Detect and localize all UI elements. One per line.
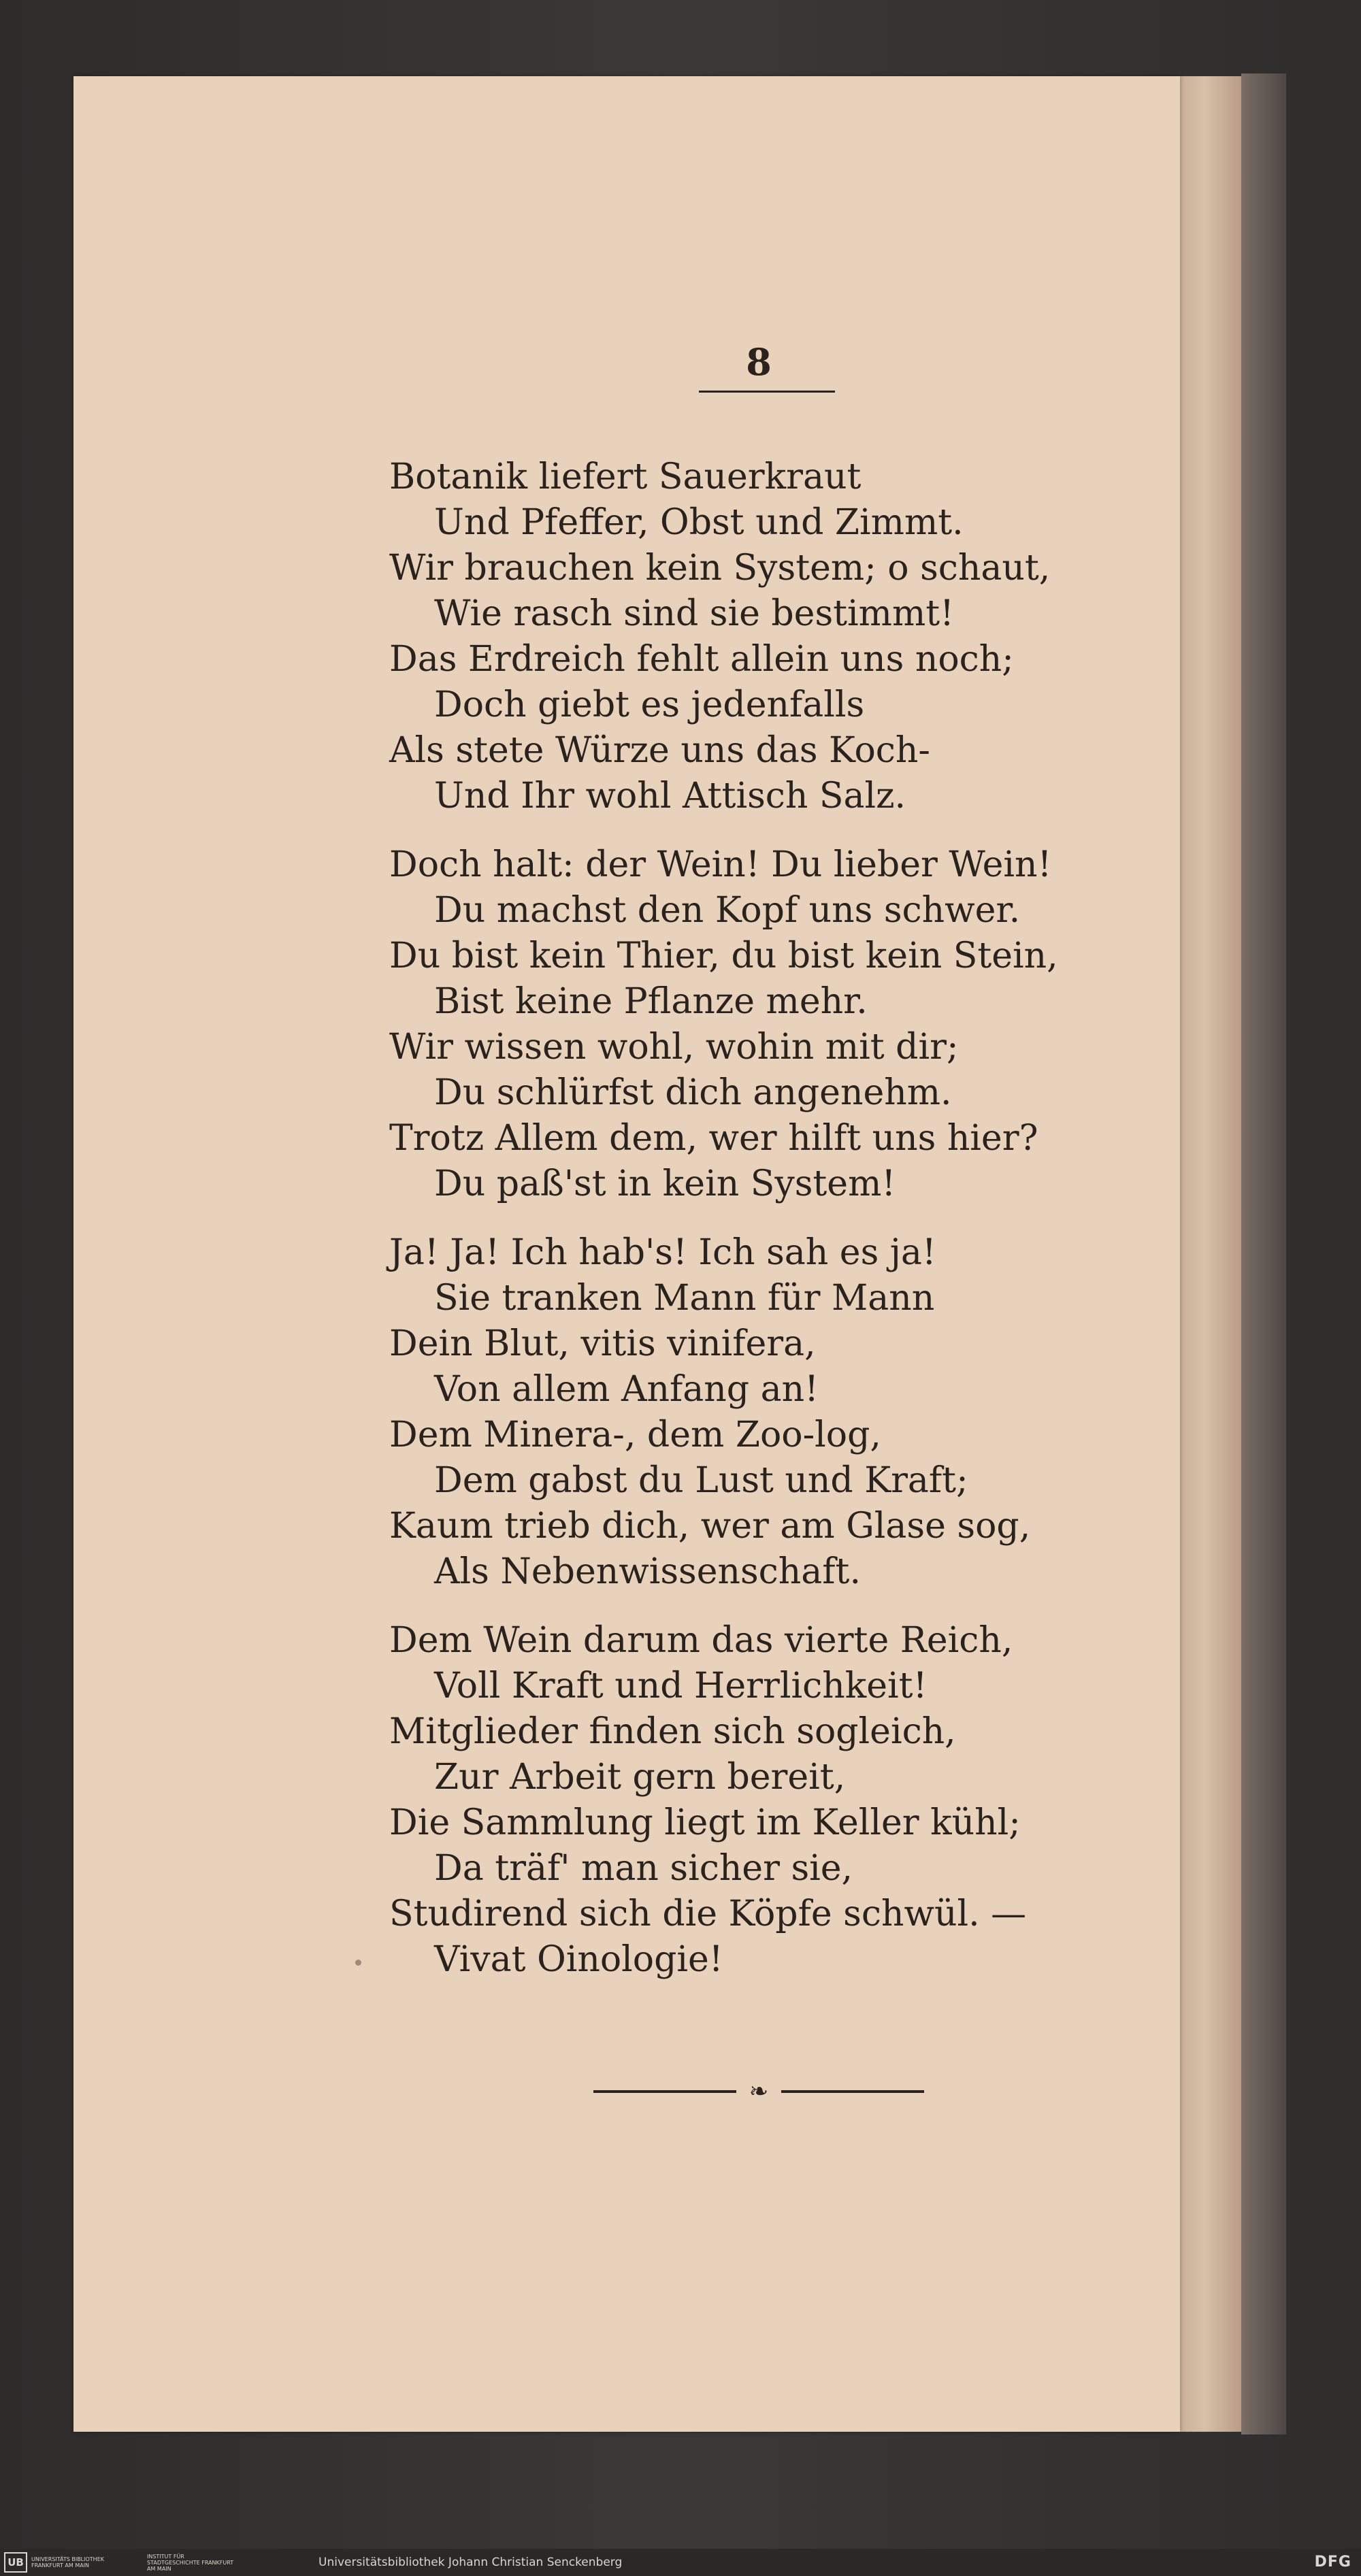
ub-logo[interactable] <box>4 2552 120 2573</box>
ornament-right-bar <box>781 2090 924 2093</box>
poem-line: Und Pfeffer, Obst und Zimmt. <box>434 502 964 543</box>
poem-line: Trotz Allem dem, wer hilft uns hier? <box>389 1118 1038 1159</box>
poem-line: Als stete Würze uns das Koch- <box>389 730 930 771</box>
poem-line: Du schlürfst dich angenehm. <box>434 1072 952 1113</box>
poem-line: Das Erdreich fehlt allein uns noch; <box>389 639 1014 680</box>
poem-line: Und Ihr wohl Attisch Salz. <box>434 776 906 816</box>
stanza <box>389 842 1179 1207</box>
closing-ornament <box>593 2078 924 2105</box>
isg-logo-text: INSTITUT FÜR STADTGESCHICHTE FRANKFURT AM MAIN <box>147 2553 234 2572</box>
poem-line: Du paß'st in kein System! <box>434 1163 896 1204</box>
poem-line: Dein Blut, vitis vinifera, <box>389 1323 816 1364</box>
page-number-rule <box>699 391 835 393</box>
viewer-footer <box>0 2549 1361 2576</box>
poem-line: Du machst den Kopf uns schwer. <box>434 890 1021 931</box>
poem <box>389 455 1179 2006</box>
ornament-flourish-icon: ❧ <box>749 2078 769 2105</box>
ub-logo-mark: UB <box>4 2552 27 2573</box>
book-edge <box>1241 73 1286 2434</box>
poem-line: Bist keine Pflanze mehr. <box>434 981 868 1022</box>
stanza <box>389 1230 1179 1595</box>
isg-logo[interactable] <box>143 2552 235 2573</box>
dfg-logo[interactable]: DFG <box>1314 2554 1351 2571</box>
poem-line: Da träf' man sicher sie, <box>434 1848 853 1889</box>
poem-line: Dem Minera-, dem Zoo-log, <box>389 1415 881 1455</box>
library-credit: Universitätsbibliothek Johann Christian Senckenberg <box>318 2556 623 2569</box>
margin-mark <box>355 1960 361 1966</box>
poem-line: Mitglieder finden sich sogleich, <box>389 1711 956 1752</box>
page-number: 8 <box>746 340 772 384</box>
poem-line: Studirend sich die Köpfe schwül. — <box>389 1894 1027 1934</box>
poem-line: Die Sammlung liegt im Keller kühl; <box>389 1802 1021 1843</box>
poem-line: Wir brauchen kein System; o schaut, <box>389 548 1051 589</box>
poem-line: Sie tranken Mann für Mann <box>434 1278 935 1319</box>
poem-line: Zur Arbeit gern bereit, <box>434 1757 846 1798</box>
poem-line: Vivat Oinologie! <box>434 1939 723 1980</box>
poem-line: Doch halt: der Wein! Du lieber Wein! <box>389 844 1052 885</box>
poem-line: Kaum trieb dich, wer am Glase sog, <box>389 1506 1031 1547</box>
poem-line: Wir wissen wohl, wohin mit dir; <box>389 1027 959 1068</box>
poem-line: Botanik liefert Sauerkraut <box>389 457 862 497</box>
ub-logo-text: UNIVERSITÄTS BIBLIOTHEK FRANKFURT AM MAIN <box>31 2556 104 2569</box>
page-gutter <box>1180 76 1241 2432</box>
poem-line: Von allem Anfang an! <box>434 1369 819 1410</box>
poem-line: Ja! Ja! Ich hab's! Ich sah es ja! <box>389 1232 936 1273</box>
poem-line: Dem Wein darum das vierte Reich, <box>389 1620 1013 1661</box>
stanza <box>389 455 1179 819</box>
poem-line: Als Nebenwissenschaft. <box>434 1551 861 1592</box>
stanza <box>389 1618 1179 1983</box>
poem-line: Wie rasch sind sie bestimmt! <box>434 593 955 634</box>
poem-line: Doch giebt es jedenfalls <box>434 684 865 725</box>
ornament-left-bar <box>593 2090 736 2093</box>
poem-line: Voll Kraft und Herrlichkeit! <box>434 1666 928 1706</box>
poem-line: Dem gabst du Lust und Kraft; <box>434 1460 968 1501</box>
poem-line: Du bist kein Thier, du bist kein Stein, <box>389 936 1058 976</box>
